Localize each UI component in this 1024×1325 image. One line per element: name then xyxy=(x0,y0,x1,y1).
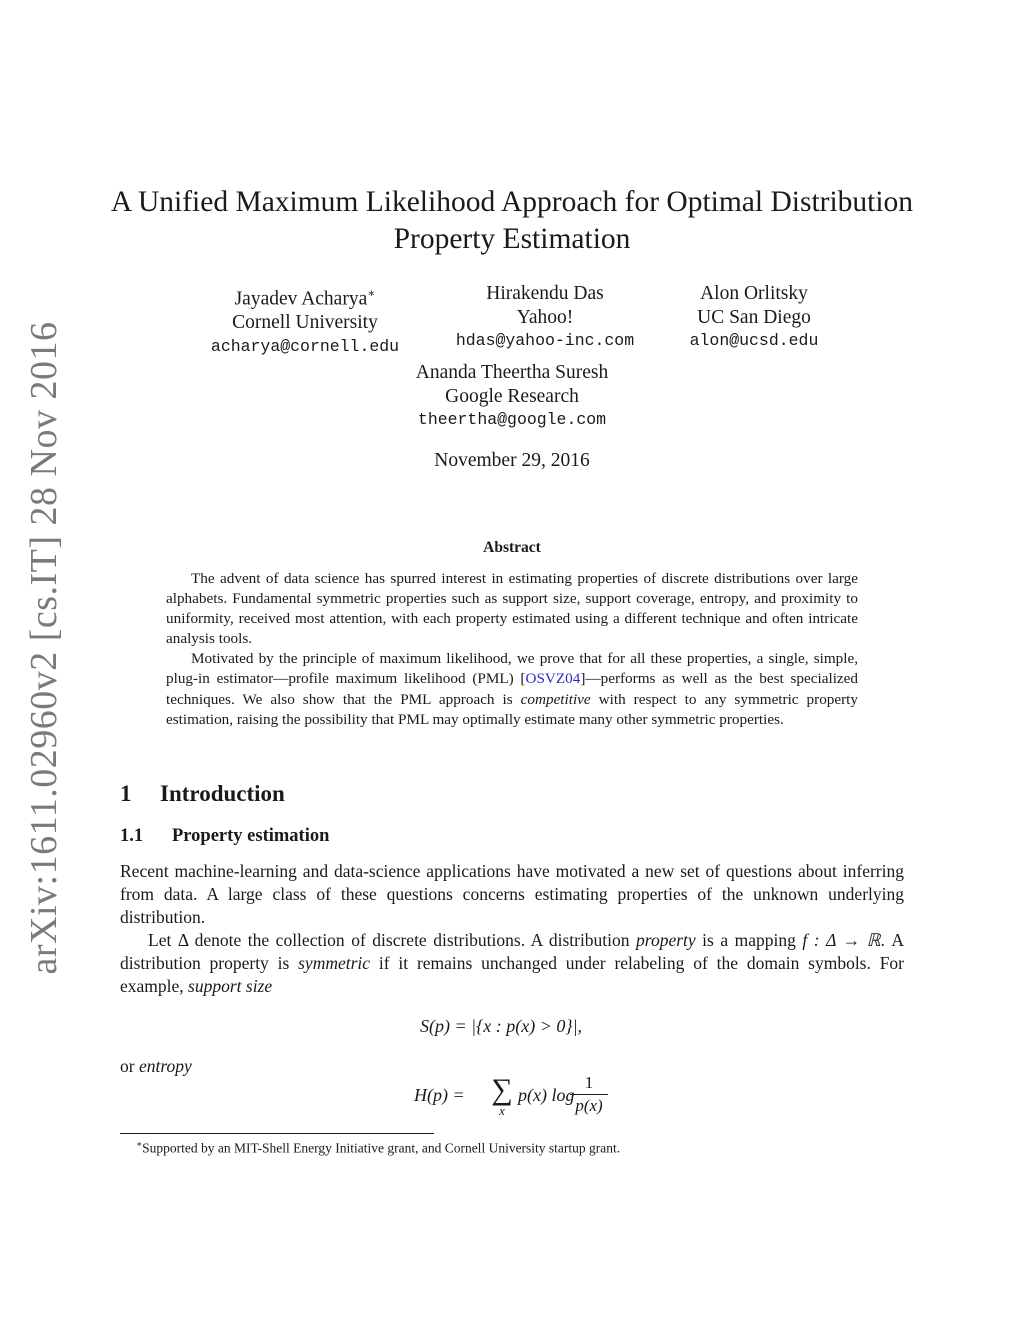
abstract-heading: Abstract xyxy=(483,539,541,556)
or-entropy-text: or entropy xyxy=(120,1056,192,1076)
body-paragraph: Recent machine-learning and data-science applications have motivated a new set of questions about inferring from data. A large class of these questions concerns estimating properties of the unknown underlying distribution. xyxy=(120,861,904,927)
citation-link[interactable]: OSVZ04 xyxy=(525,670,581,688)
abstract-paragraph: The advent of data science has spurred interest in estimating properties of discrete distributions over large alphabets. Fundamental symmetric properties such as support size, support coverage, entropy, and proximity to uniformity, received most attention, with each property estimated using a different technique and often intricate analysis tools. xyxy=(166,570,858,648)
author-name: Jayadev Acharya xyxy=(234,288,368,310)
fraction xyxy=(570,1073,608,1116)
paper-title xyxy=(110,184,914,258)
abstract-paragraph: Motivated by the principle of maximum likelihood, we prove that for all these properties, a single, simple, plug-in estimator—profile maximum likelihood (PML) [OSVZ04]—performs as well as the best specialized techniques. We also show that the PML approach is competitive with respect to any symmetric property estimation, raising the possibility that PML may optimally estimate many other symmetric properties. xyxy=(166,650,858,728)
equation-term: p(x) log xyxy=(518,1085,575,1105)
author-affiliation: Yahoo! xyxy=(516,306,574,328)
emphasis: entropy xyxy=(138,1056,192,1076)
author-name: Hirakendu Das xyxy=(486,283,604,304)
author-name: Ananda Theertha Suresh xyxy=(415,362,609,383)
summation-index: x xyxy=(499,1103,505,1118)
subsection-number: 1.1 xyxy=(120,826,144,846)
summation-symbol: ∑ x xyxy=(491,1073,513,1118)
author-affiliation: Cornell University xyxy=(232,312,378,333)
title-line-1: A Unified Maximum Likelihood Approach for Optimal Distribution xyxy=(110,186,914,218)
title-line-2: Property Estimation xyxy=(393,223,631,255)
footnote xyxy=(136,1139,620,1157)
section-title: Introduction xyxy=(160,781,285,806)
footnote-mark: ∗ xyxy=(367,286,376,300)
section-number: 1 xyxy=(120,781,132,806)
support-size-equation: S(p) = |{x : p(x) > 0}|, xyxy=(420,1016,583,1036)
author-name: Alon Orlitsky xyxy=(700,283,808,304)
subsection-title: Property estimation xyxy=(172,826,330,846)
emphasis: support size xyxy=(188,976,273,996)
footnote-text: Supported by an MIT-Shell Energy Initiative grant, and Cornell University startup grant. xyxy=(142,1140,621,1156)
section-heading xyxy=(120,781,285,807)
footnote-divider xyxy=(120,1133,434,1134)
author-affiliation: UC San Diego xyxy=(697,306,811,328)
author-email[interactable]: theertha@google.com xyxy=(417,410,607,429)
fraction-numerator: 1 xyxy=(584,1073,594,1092)
fraction-denominator: p(x) xyxy=(575,1096,603,1115)
author-block xyxy=(180,282,430,358)
author-email[interactable]: acharya@cornell.edu xyxy=(210,336,400,356)
entropy-equation xyxy=(414,1073,634,1133)
subsection-heading xyxy=(120,826,329,847)
emphasis: property xyxy=(636,930,696,950)
equation-lhs: H(p) = xyxy=(414,1085,465,1105)
author-affiliation: Google Research xyxy=(445,385,579,407)
arxiv-identifier-stamp: arXiv:1611.02960v2 [cs.IT] 28 Nov 2016 xyxy=(23,321,65,975)
author-block xyxy=(427,282,663,353)
fraction-bar xyxy=(570,1094,608,1095)
body-paragraph: Let Δ denote the collection of discrete distributions. A distribution property is a mapping f : Δ → ℝ. A distribution property is symmetric if it remains unchanged under relabeling of the domain symbols. For example, support size xyxy=(120,930,905,996)
emphasis: competitive xyxy=(520,690,591,708)
footnote-mark: ∗ xyxy=(136,1139,143,1149)
emphasis: symmetric xyxy=(298,953,371,973)
author-block xyxy=(654,282,854,353)
abstract-body xyxy=(166,569,858,730)
author-email[interactable]: alon@ucsd.edu xyxy=(689,331,819,350)
publication-date: November 29, 2016 xyxy=(434,450,590,471)
inline-math: f : Δ → ℝ xyxy=(802,930,881,950)
author-email[interactable]: hdas@yahoo-inc.com xyxy=(455,331,635,350)
author-block xyxy=(362,361,662,432)
